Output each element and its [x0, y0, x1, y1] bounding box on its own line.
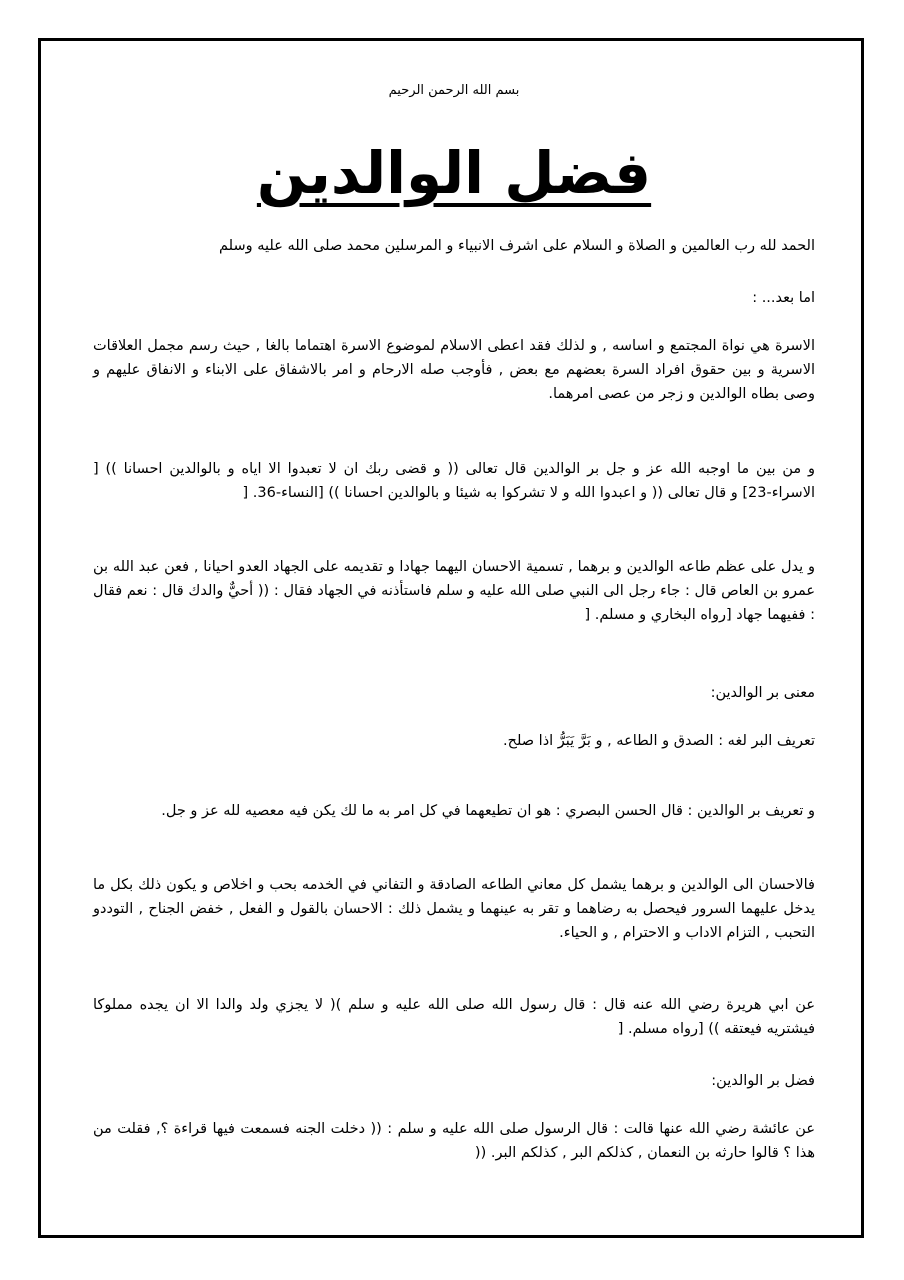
paragraph-linguistic-definition: تعريف البر لغه : الصدق و الطاعه , و بَرَّ يَبَرُّ اذا صلح.	[502, 733, 815, 749]
paragraph-hadith-abu-hurairah: عن ابي هريرة رضي الله عنه قال : قال رسول الله صلى الله عليه و سلم )( لا يجزي ولد والدا الا ان يجده مملوكا فيشتريه فيعتقه )) [رواه مسلم. [	[93, 997, 815, 1037]
section-heading-meaning: معنى بر الوالدين:	[710, 685, 815, 701]
paragraph-obligation: و من بين ما اوجبه الله عز و جل بر الوالدين قال تعالى (( و قضى ربك ان لا تعبدوا الا اياه و بالوالدين احسانا )) [ الاسراء-23] و قال تعالى (( و اعبدوا الله و لا تشركوا به شيئا و بالوالدين احسانا )) [النساء-36. [	[93, 461, 815, 501]
paragraph-definition: و تعريف بر الوالدين : قال الحسن البصري : هو ان تطيعهما في كل امر به ما لك يكن فيه معصيه لله عز و جل.	[161, 803, 815, 819]
page-title	[93, 133, 815, 213]
section-heading-virtue: فضل بر الوالدين:	[711, 1073, 815, 1089]
title-text: فضل الوالدين	[256, 139, 652, 207]
paragraph-kindness: فالاحسان الى الوالدين و برهما يشمل كل معاني الطاعه الصادقة و التفاني في الخدمه بحب و اخلاص و يكون ذلك بكل ما يدخل عليهما السرور فيحصل به رضاهما و تقر به عينهما و يشمل ذلك : الاحسان بالقول و الفعل , خفض الجناح , التوددو التحبب , التزام الاداب و الاحترام , و الحياء.	[93, 877, 815, 941]
paragraph-family: الاسرة هي نواة المجتمع و اساسه , و لذلك فقد اعطى الاسلام لموضوع الاسرة اهتماما بالغا , حيث رسم مجمل العلاقات الاسرية و بين حقوق افراد السرة بعضهم مع بعض , فأوجب صله الارحام و امر بالاشفاق على الابناء و الانفاق عليهم و وصى بطاه الوالدين و زجر من عصى امرهما.	[93, 338, 815, 402]
basmala: بسم الله الرحمن الرحيم	[388, 83, 520, 98]
paragraph-amma-baad: اما بعد... :	[752, 290, 815, 306]
paragraph-hadith-aisha: عن عائشة رضي الله عنها قالت : قال الرسول صلى الله عليه و سلم : (( دخلت الجنه فسمعت فيها قراءة ؟, فقلت من هذا ؟ قالوا حارثه بن النعمان , كذلكم البر , كذلكم البر. ((	[93, 1121, 815, 1161]
page-border	[38, 38, 864, 1238]
paragraph-intro: الحمد لله رب العالمين و الصلاة و السلام على اشرف الانبياء و المرسلين محمد صلى الله عليه وسلم	[219, 238, 815, 254]
paragraph-jihad: و يدل على عظم طاعه الوالدين و برهما , تسمية الاحسان اليهما جهادا و تقديمه على الجهاد العدو احيانا , فعن عبد الله بن عمرو بن العاص قال : جاء رجل الى النبي صلى الله عليه و سلم فاستأذنه في الجهاد فقال : (( أحيٌّ والدك قال : نعم فقال : ففيهما جهاد [رواه البخاري و مسلم. [	[93, 559, 815, 623]
